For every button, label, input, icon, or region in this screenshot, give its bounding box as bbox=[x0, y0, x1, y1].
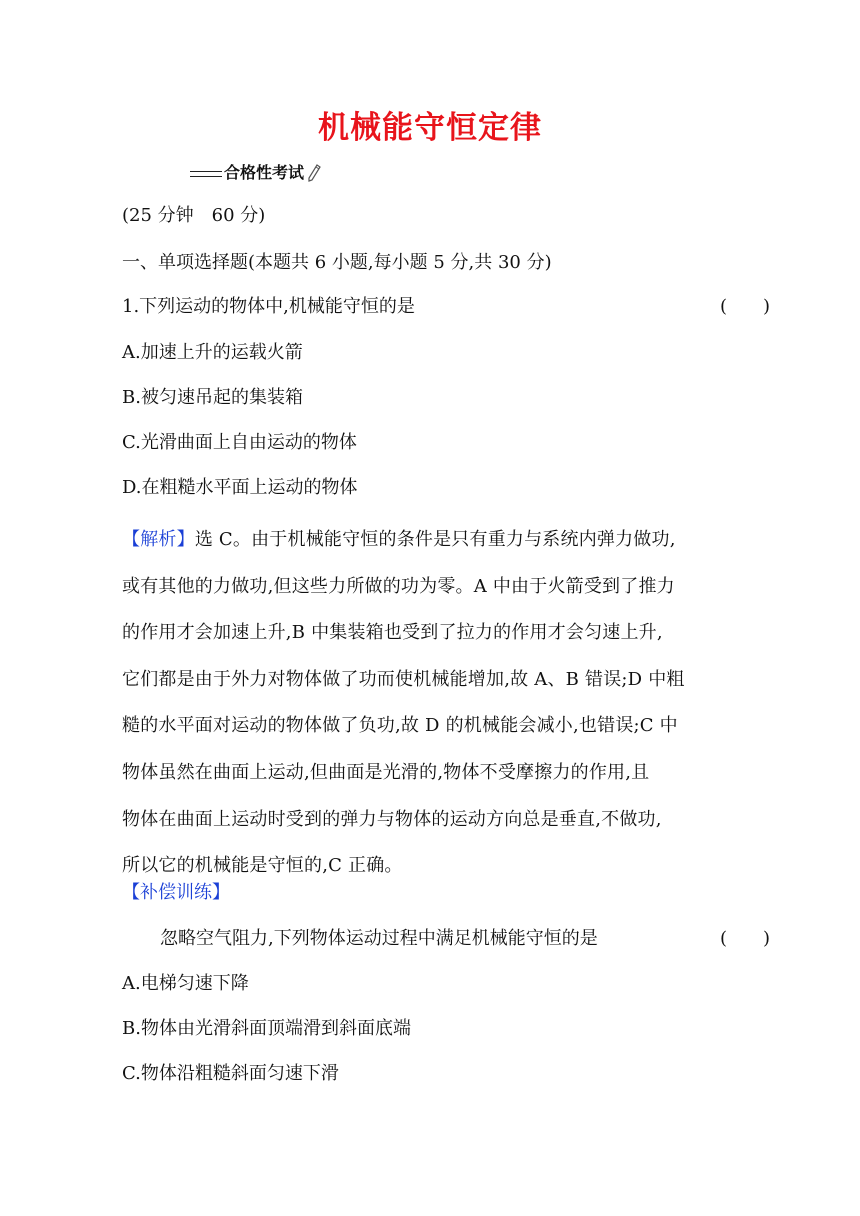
question-1-option-c: C.光滑曲面上自由运动的物体 bbox=[122, 432, 357, 453]
section-heading: 一、单项选择题(本题共 6 小题,每小题 5 分,共 30 分) bbox=[122, 252, 552, 273]
analysis-line-text: 选 C。由于机械能守恒的条件是只有重力与系统内弹力做功, bbox=[194, 529, 676, 550]
page-title: 机械能守恒定律 bbox=[318, 110, 542, 146]
question-1-option-d: D.在粗糙水平面上运动的物体 bbox=[122, 477, 358, 498]
analysis-line: 糙的水平面对运动的物体做了负功,故 D 的机械能会减小,也错误;C 中 bbox=[122, 715, 678, 737]
question-1-answer-blank: ( ) bbox=[720, 296, 771, 317]
supplement-answer-blank: ( ) bbox=[720, 928, 771, 949]
subtitle bbox=[190, 160, 321, 186]
question-1-option-b: B.被匀速吊起的集装箱 bbox=[122, 387, 303, 408]
time-info: (25 分钟 60 分) bbox=[122, 205, 266, 226]
subtitle-label: 合格性考试 bbox=[224, 163, 305, 182]
analysis-block bbox=[122, 517, 746, 890]
double-line-decoration bbox=[190, 171, 222, 177]
supplement-tag: 【补偿训练】 bbox=[122, 882, 230, 903]
question-1-option-a: A.加速上升的运载火箭 bbox=[122, 342, 303, 363]
supplement-stem: 忽略空气阻力,下列物体运动过程中满足机械能守恒的是 bbox=[160, 928, 598, 949]
analysis-tag: 【解析】 bbox=[122, 529, 195, 550]
supplement-option-c: C.物体沿粗糙斜面匀速下滑 bbox=[122, 1063, 339, 1084]
analysis-line: 它们都是由于外力对物体做了功而使机械能增加,故 A、B 错误;D 中粗 bbox=[122, 668, 685, 690]
supplement-option-a: A.电梯匀速下降 bbox=[122, 973, 249, 994]
analysis-line: 或有其他的力做功,但这些力所做的功为零。A 中由于火箭受到了推力 bbox=[122, 575, 675, 597]
pencil-icon bbox=[307, 164, 321, 182]
analysis-line: 的作用才会加速上升,B 中集装箱也受到了拉力的作用才会匀速上升, bbox=[122, 622, 663, 644]
analysis-line bbox=[122, 517, 746, 564]
analysis-line: 所以它的机械能是守恒的,C 正确。 bbox=[122, 855, 403, 877]
analysis-line: 物体虽然在曲面上运动,但曲面是光滑的,物体不受摩擦力的作用,且 bbox=[122, 761, 650, 783]
analysis-line: 物体在曲面上运动时受到的弹力与物体的运动方向总是垂直,不做功, bbox=[122, 808, 662, 830]
supplement-option-b: B.物体由光滑斜面顶端滑到斜面底端 bbox=[122, 1018, 411, 1039]
question-1-stem: 1.下列运动的物体中,机械能守恒的是 bbox=[122, 296, 415, 317]
